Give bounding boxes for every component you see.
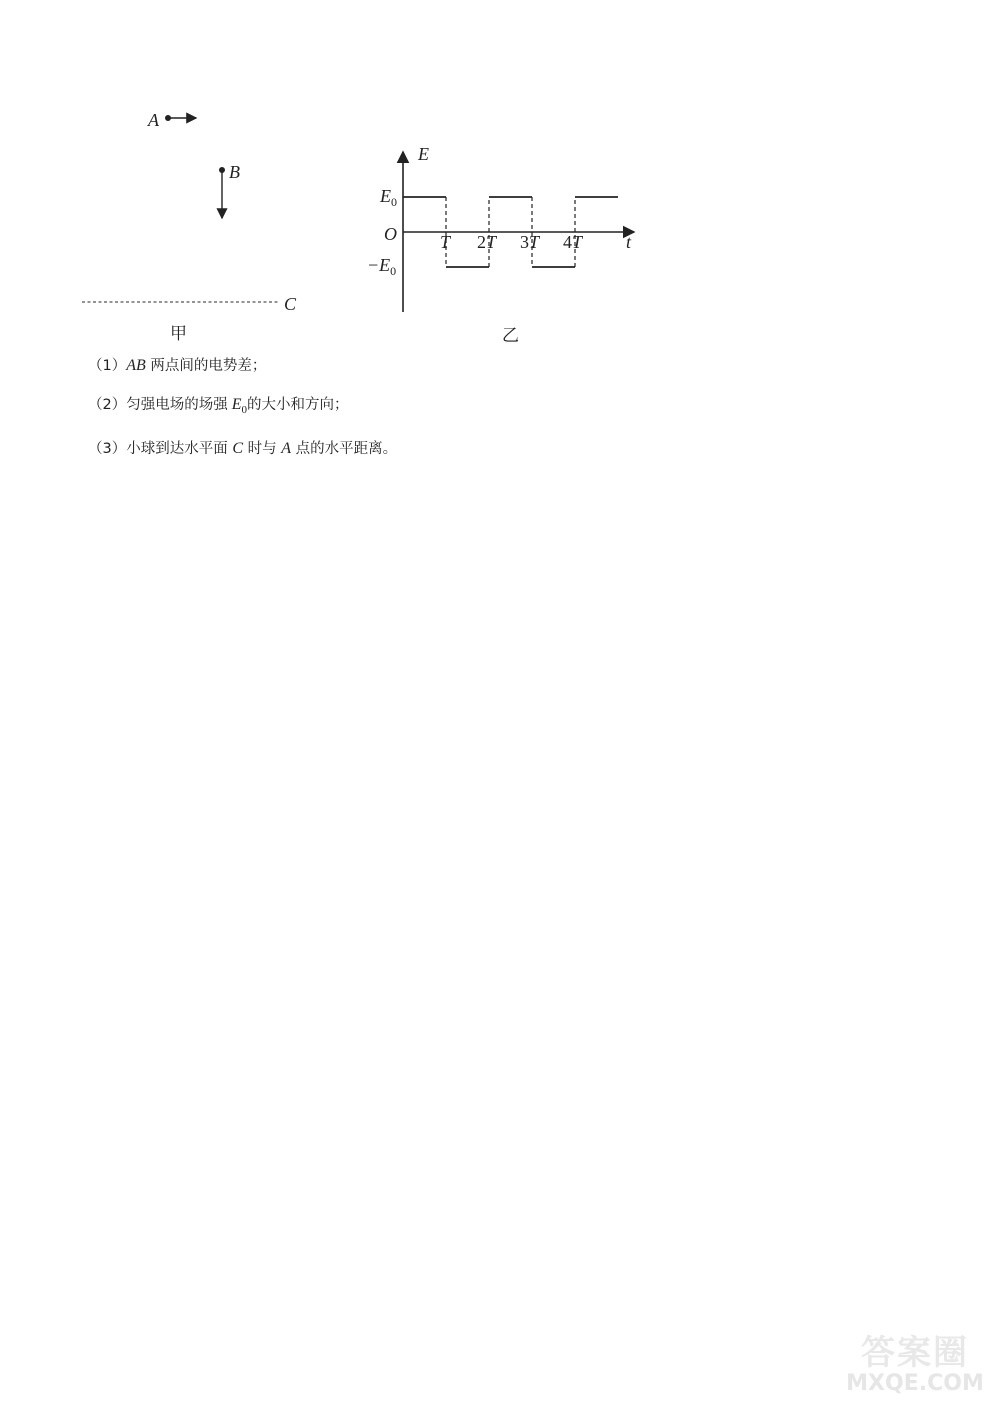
- watermark-logo: [840, 1325, 990, 1410]
- figure-yi: [367, 144, 634, 346]
- tick-labels: [440, 232, 584, 252]
- label-b: B: [229, 162, 240, 182]
- neg-level-label: $-E_0$: [367, 255, 397, 278]
- tick-label: 3T: [520, 232, 540, 252]
- tick-label: 4T: [563, 232, 583, 252]
- pos-level-label: $E_0$: [380, 186, 397, 209]
- tick-label: T: [440, 232, 451, 252]
- question-3: （3）小球到达水平面 C 时与 A 点的水平距离。: [88, 440, 398, 457]
- question-1: （1）AB 两点间的电势差；: [88, 357, 267, 374]
- figures: [0, 0, 1000, 360]
- figure-jia: [82, 110, 297, 344]
- axis-x-label: t: [626, 232, 632, 252]
- caption-jia: 甲: [170, 324, 187, 344]
- tick-label: 2T: [477, 232, 497, 252]
- question-2: （2）匀强电场的场强 $E_0$的大小和方向；: [88, 396, 349, 416]
- watermark-bottom: MXQE.COM: [846, 1371, 984, 1396]
- watermark-top: 答案圈: [861, 1333, 969, 1373]
- caption-yi: 乙: [502, 326, 519, 346]
- axis-y-label: E: [418, 144, 429, 164]
- label-a: A: [148, 110, 159, 130]
- label-c: C: [284, 294, 297, 314]
- origin-label: O: [384, 224, 397, 244]
